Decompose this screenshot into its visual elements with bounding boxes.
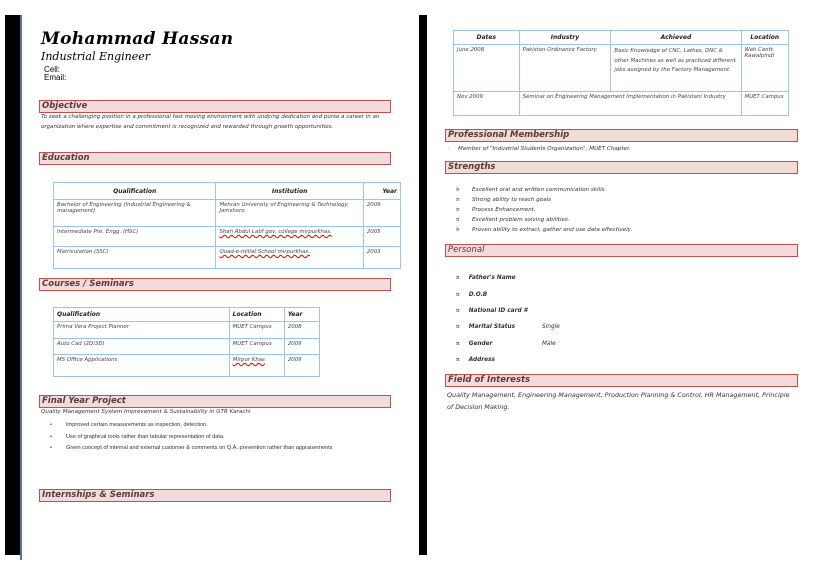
internships-heading: Internships & Seminars bbox=[39, 489, 391, 502]
internships-table bbox=[453, 30, 789, 116]
list-item: ¤ Excellent oral and written communication skills. bbox=[456, 187, 607, 193]
cell-industry: Seminar on Engineering Management Implementation in Pakistani Industry bbox=[519, 92, 741, 116]
bullet-icon: ¤ bbox=[456, 308, 460, 314]
courses-heading: Courses / Seminars bbox=[39, 278, 391, 291]
project-subtitle: Quality Management System Improvement & Sustainability in GTR Karachi bbox=[41, 409, 251, 415]
col-qualification: Qualification bbox=[54, 308, 230, 322]
list-item: • Use of graphical tools rather than tabular representation of data. bbox=[50, 432, 395, 444]
list-item: • Given concept of internal and external customer & comments on Q.A. prevention rather than appraisements bbox=[50, 443, 395, 455]
education-heading: Education bbox=[39, 152, 391, 165]
list-item: · Member of "Industrial Students Organization", MUET Chapter. bbox=[448, 146, 631, 152]
bullet-icon: • bbox=[50, 445, 52, 451]
cell-institution: Quad-e-millat School mirpurkhas. bbox=[216, 247, 363, 269]
cell-qualification: Intermediate Pre. Engg. (HSC) bbox=[54, 227, 216, 247]
cell-year: 2009 bbox=[284, 355, 319, 377]
cell-location: Wah Cantt. Rawalpindi bbox=[741, 45, 788, 92]
bullet-icon: ¤ bbox=[456, 227, 460, 233]
col-location: Location bbox=[741, 31, 788, 45]
bullet-icon: · bbox=[448, 146, 450, 152]
col-qualification: Qualification bbox=[54, 183, 216, 200]
cell-qualification: Matriculation (SSC) bbox=[54, 247, 216, 269]
list-item: ¤ Strong ability to reach goals bbox=[456, 197, 552, 203]
bullet-icon: ¤ bbox=[456, 207, 460, 213]
courses-table bbox=[53, 307, 320, 377]
table-row bbox=[454, 45, 789, 92]
cell-qualification: Auto Cad (2D/3D) bbox=[54, 339, 230, 355]
cell-dates: Nov 2009 bbox=[454, 92, 520, 116]
table-row bbox=[54, 355, 320, 377]
table-row bbox=[54, 322, 320, 339]
personal-address: ¤ Address bbox=[456, 357, 496, 363]
cell-year: 2003 bbox=[363, 247, 400, 269]
table-row bbox=[54, 227, 401, 247]
cell-institution: Mehran University of Engineering & Technology, Jamshoro bbox=[216, 200, 363, 227]
cell-industry: Pakistan Ordinance Factory bbox=[519, 45, 611, 92]
col-year: Year bbox=[284, 308, 319, 322]
strengths-list bbox=[456, 185, 786, 235]
bullet-icon: • bbox=[50, 433, 52, 440]
cell-year: 2005 bbox=[363, 227, 400, 247]
cell-year: 2008 bbox=[284, 322, 319, 339]
col-institution: Institution bbox=[216, 183, 363, 200]
cell-year: 2009 bbox=[363, 200, 400, 227]
email-label: Email: bbox=[44, 73, 67, 82]
list-item: ¤ Excellent problem solving abilities. bbox=[456, 217, 570, 223]
cell-location: Mirpur Khas bbox=[229, 355, 284, 377]
cell-label: Cell: bbox=[44, 65, 61, 74]
cell-location: MUET Campus bbox=[741, 92, 788, 116]
list-item: ¤ Process Enhancement. bbox=[456, 207, 536, 213]
cell-institution: Shah Abdul Latif gov. college mirpurkhas. bbox=[216, 227, 363, 247]
professional-membership-heading: Professional Membership bbox=[445, 129, 798, 142]
cell-qualification: MS Office Applications bbox=[54, 355, 230, 377]
marital-status-value: Single bbox=[542, 324, 560, 330]
cell-location: MUET Campus bbox=[229, 322, 284, 339]
list-item: • Improved certain measurements as inspection, detection. bbox=[50, 420, 395, 432]
bullet-icon: • bbox=[50, 422, 52, 428]
cell-qualification: Bachelor of Engineering (Industrial Engineering & management) bbox=[54, 200, 216, 227]
cell-location: MUET Campus bbox=[229, 339, 284, 355]
personal-heading: Personal bbox=[445, 244, 798, 257]
candidate-title: Industrial Engineer bbox=[41, 50, 151, 63]
table-row bbox=[54, 200, 401, 227]
objective-text: To seek a challenging position in a professional fast moving environment with undying dedication and purse a career in an organization where expertise and commitment is recognized and rewarded through growth opportunities. bbox=[41, 114, 380, 130]
bullet-icon: ¤ bbox=[456, 187, 460, 193]
cell-year: 2009 bbox=[284, 339, 319, 355]
table-row bbox=[54, 247, 401, 269]
candidate-name: Mohammad Hassan bbox=[41, 29, 234, 49]
field-of-interests-text: Quality Management, Engineering Management, Production Planning & Control, HR Management, Principle of Decision Making. bbox=[447, 391, 790, 411]
cell-achieved: Basic Knowledge of CNC, Lathes, DNC & other Machines as well as practiced different jobs assigned by the Factory Management. bbox=[611, 45, 741, 92]
objective-heading: Objective bbox=[39, 100, 391, 113]
field-of-interests-heading: Field of Interests bbox=[445, 374, 798, 387]
personal-marital-status: ¤ Marital Status bbox=[456, 324, 516, 330]
bullet-icon: ¤ bbox=[456, 324, 460, 330]
col-dates: Dates bbox=[454, 31, 520, 45]
education-table bbox=[53, 182, 401, 269]
personal-gender: ¤ Gender bbox=[456, 341, 493, 347]
bullet-icon: ¤ bbox=[456, 197, 460, 203]
cell-qualification: Prima Vera Project Planner bbox=[54, 322, 230, 339]
final-year-project-heading: Final Year Project bbox=[39, 395, 391, 408]
personal-father-name: ¤ Father's Name bbox=[456, 275, 516, 281]
membership-list bbox=[448, 144, 788, 154]
col-year: Year bbox=[363, 183, 400, 200]
bullet-icon: ¤ bbox=[456, 292, 460, 298]
col-achieved: Achieved bbox=[611, 31, 741, 45]
bullet-icon: ¤ bbox=[456, 357, 460, 363]
bullet-icon: ¤ bbox=[456, 341, 460, 347]
strengths-heading: Strengths bbox=[445, 161, 798, 174]
personal-national-id: ¤ National ID card # bbox=[456, 308, 528, 314]
gender-value: Male bbox=[542, 341, 556, 347]
bullet-icon: ¤ bbox=[456, 275, 460, 281]
bullet-icon: ¤ bbox=[456, 217, 460, 223]
table-row bbox=[454, 92, 789, 116]
table-row bbox=[54, 339, 320, 355]
cell-dates: June 2008 bbox=[454, 45, 520, 92]
list-item: ¤ Proven ability to extract, gather and use data effectively. bbox=[456, 227, 633, 233]
personal-dob: ¤ D.O.B bbox=[456, 292, 488, 298]
col-industry: Industry bbox=[519, 31, 611, 45]
project-bullets bbox=[50, 420, 395, 455]
col-location: Location bbox=[229, 308, 284, 322]
